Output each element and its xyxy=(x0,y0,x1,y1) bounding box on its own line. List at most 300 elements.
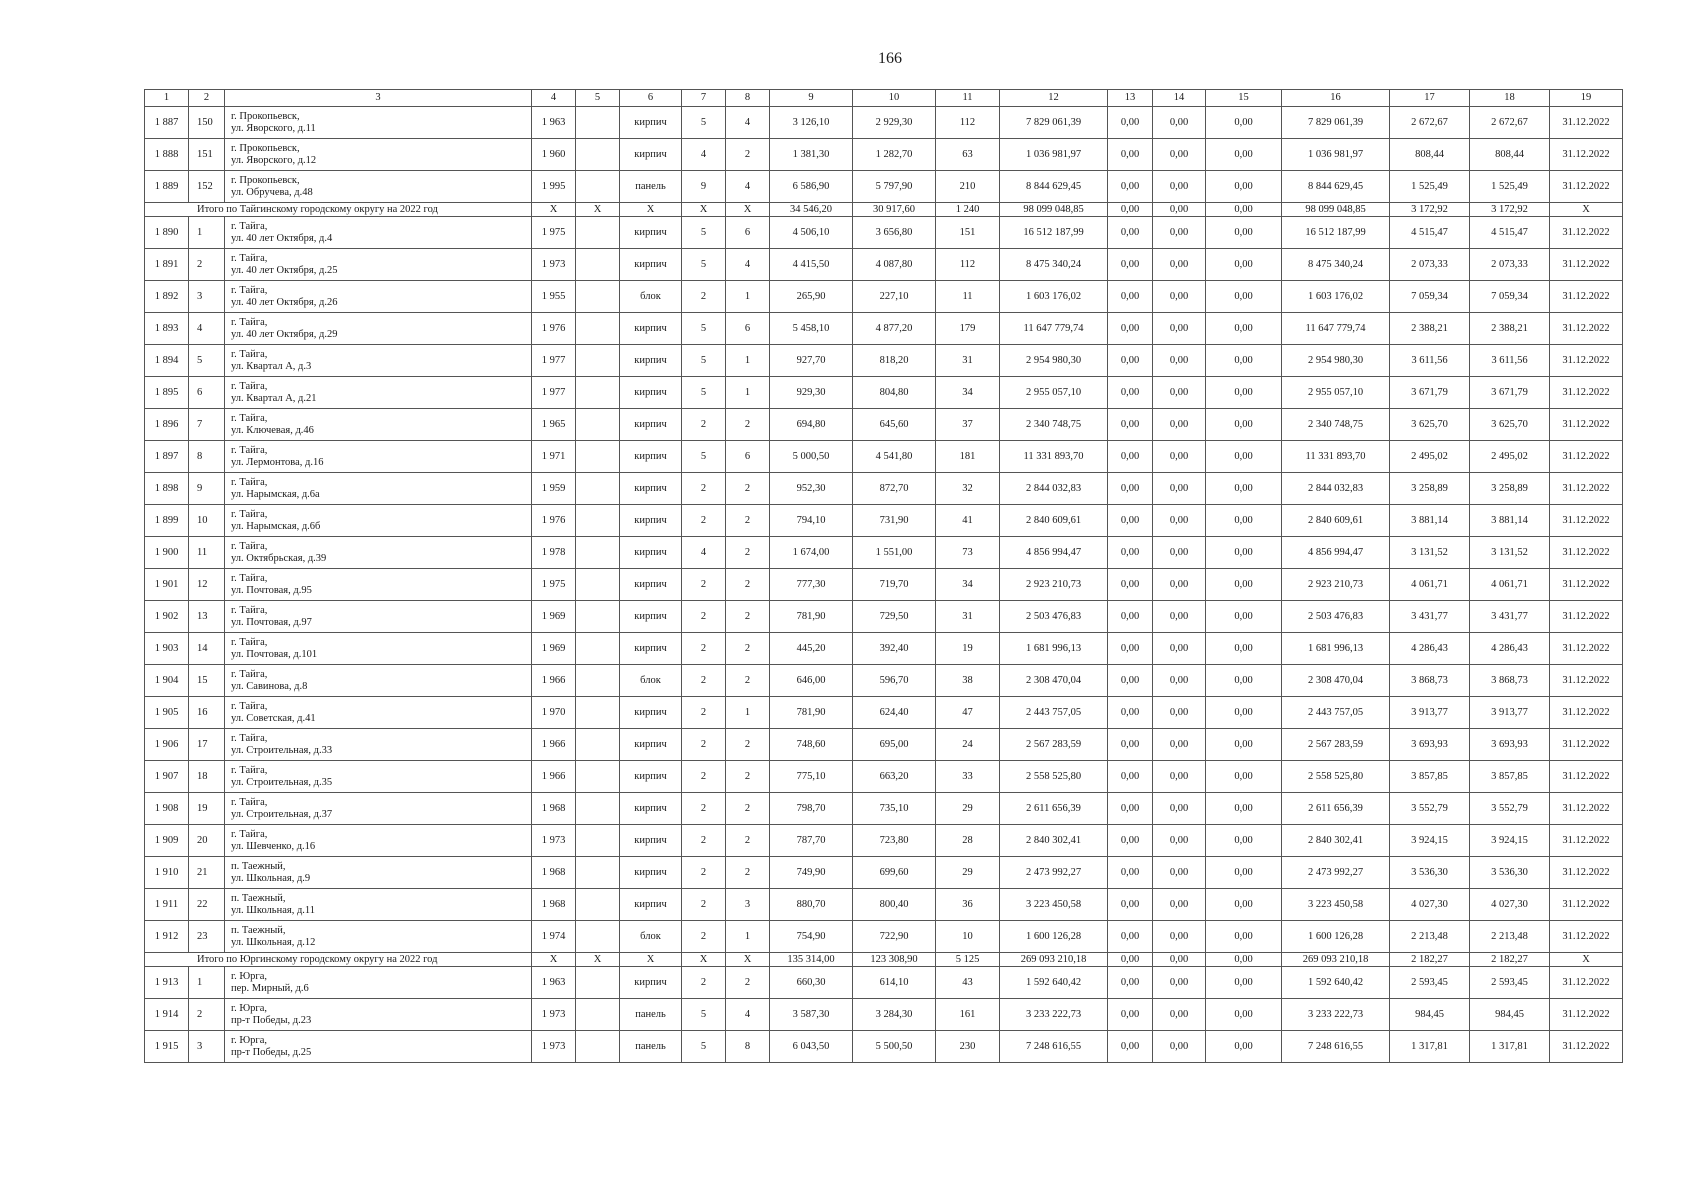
table-cell: 31.12.2022 xyxy=(1550,793,1623,825)
subtotal-cell: 2 182,27 xyxy=(1390,953,1470,967)
table-cell: 1 968 xyxy=(532,793,576,825)
subtotal-cell: X xyxy=(1550,203,1623,217)
address-cell xyxy=(225,665,532,697)
table-cell: 0,00 xyxy=(1153,601,1206,633)
table-cell: 2 xyxy=(726,857,770,889)
subtotal-cell: 98 099 048,85 xyxy=(1282,203,1390,217)
table-cell: 0,00 xyxy=(1108,139,1153,171)
table-cell: кирпич xyxy=(620,409,682,441)
table-cell: 804,80 xyxy=(853,377,936,409)
page-number: 166 xyxy=(878,50,902,67)
table-cell: 23 xyxy=(189,921,225,953)
table-cell xyxy=(576,537,620,569)
table-cell: 4 xyxy=(682,537,726,569)
table-cell: 2 840 609,61 xyxy=(1000,505,1108,537)
table-cell: 723,80 xyxy=(853,825,936,857)
table-cell xyxy=(576,665,620,697)
table-cell: 8 xyxy=(726,1031,770,1063)
table-cell xyxy=(576,697,620,729)
table-cell: 19 xyxy=(189,793,225,825)
table-cell: 11 xyxy=(189,537,225,569)
table-cell: 2 388,21 xyxy=(1470,313,1550,345)
table-cell: 0,00 xyxy=(1108,889,1153,921)
address-street: ул. Квартал А, д.3 xyxy=(231,360,312,372)
table-cell: 31.12.2022 xyxy=(1550,107,1623,139)
table-row xyxy=(145,377,1623,409)
table-cell: панель xyxy=(620,1031,682,1063)
table-cell: 3 924,15 xyxy=(1470,825,1550,857)
table-cell: 5 500,50 xyxy=(853,1031,936,1063)
table-cell: кирпич xyxy=(620,697,682,729)
table-cell: 151 xyxy=(936,217,1000,249)
table-cell: 0,00 xyxy=(1153,473,1206,505)
address-cell xyxy=(225,313,532,345)
table-cell: 1 903 xyxy=(145,633,189,665)
table-cell: 31.12.2022 xyxy=(1550,249,1623,281)
table-cell: 3 431,77 xyxy=(1470,601,1550,633)
table-cell xyxy=(576,967,620,999)
table-cell: 3 223 450,58 xyxy=(1000,889,1108,921)
table-cell: 1 890 xyxy=(145,217,189,249)
table-cell: 722,90 xyxy=(853,921,936,953)
table-cell: 0,00 xyxy=(1206,1031,1282,1063)
address-cell xyxy=(225,249,532,281)
address-street: ул. Яворского, д.11 xyxy=(231,122,316,134)
table-cell: 0,00 xyxy=(1108,633,1153,665)
table-row xyxy=(145,665,1623,697)
table-cell: 0,00 xyxy=(1108,569,1153,601)
table-cell: 800,40 xyxy=(853,889,936,921)
table-cell xyxy=(576,217,620,249)
table-cell: 31.12.2022 xyxy=(1550,825,1623,857)
table-cell: 0,00 xyxy=(1153,345,1206,377)
address-locality: г. Тайга, xyxy=(231,284,268,296)
table-cell: 1 910 xyxy=(145,857,189,889)
column-number-header: 11 xyxy=(936,90,1000,107)
table-cell: 0,00 xyxy=(1153,441,1206,473)
table-cell: 0,00 xyxy=(1153,171,1206,203)
table-cell: 7 248 616,55 xyxy=(1000,1031,1108,1063)
table-cell: 0,00 xyxy=(1206,345,1282,377)
table-row xyxy=(145,345,1623,377)
table-cell: 3 693,93 xyxy=(1470,729,1550,761)
table-cell: 0,00 xyxy=(1153,729,1206,761)
table-cell: 0,00 xyxy=(1153,377,1206,409)
address-cell xyxy=(225,633,532,665)
table-cell: 8 475 340,24 xyxy=(1282,249,1390,281)
table-cell: панель xyxy=(620,171,682,203)
address-locality: г. Тайга, xyxy=(231,572,268,584)
address-cell xyxy=(225,729,532,761)
table-cell: 2 xyxy=(682,793,726,825)
table-cell: 210 xyxy=(936,171,1000,203)
table-cell: 8 xyxy=(189,441,225,473)
table-cell: 694,80 xyxy=(770,409,853,441)
table-cell: 2 xyxy=(682,473,726,505)
table-cell: 1 905 xyxy=(145,697,189,729)
table-cell: 775,10 xyxy=(770,761,853,793)
table-cell: кирпич xyxy=(620,377,682,409)
subtotal-cell: 0,00 xyxy=(1108,203,1153,217)
table-cell: 1 914 xyxy=(145,999,189,1031)
table-cell: 2 840 302,41 xyxy=(1000,825,1108,857)
table-cell: кирпич xyxy=(620,345,682,377)
address-cell xyxy=(225,889,532,921)
table-cell: 1 xyxy=(726,281,770,313)
table-cell: 1 971 xyxy=(532,441,576,473)
table-cell: 1 600 126,28 xyxy=(1000,921,1108,953)
table-cell: 0,00 xyxy=(1153,537,1206,569)
table-cell: 3 431,77 xyxy=(1390,601,1470,633)
table-cell: кирпич xyxy=(620,761,682,793)
table-cell: 0,00 xyxy=(1206,281,1282,313)
table-cell: 2 340 748,75 xyxy=(1000,409,1108,441)
table-cell: 0,00 xyxy=(1206,171,1282,203)
table-cell: 0,00 xyxy=(1206,537,1282,569)
table-cell: 1 681 996,13 xyxy=(1282,633,1390,665)
table-cell: 31.12.2022 xyxy=(1550,409,1623,441)
table-cell: 2 923 210,73 xyxy=(1000,569,1108,601)
table-cell: 2 xyxy=(682,729,726,761)
table-cell: 0,00 xyxy=(1206,473,1282,505)
table-cell: 4 027,30 xyxy=(1390,889,1470,921)
table-cell xyxy=(576,889,620,921)
table-cell: 3 536,30 xyxy=(1390,857,1470,889)
table-cell: 1 381,30 xyxy=(770,139,853,171)
address-locality: г. Тайга, xyxy=(231,700,268,712)
table-cell: 2 495,02 xyxy=(1390,441,1470,473)
address-street: пр-т Победы, д.25 xyxy=(231,1046,312,1058)
table-row xyxy=(145,633,1623,665)
table-cell: 2 955 057,10 xyxy=(1000,377,1108,409)
table-cell: 2 xyxy=(682,921,726,953)
table-cell: 3 693,93 xyxy=(1390,729,1470,761)
table-cell: 0,00 xyxy=(1108,1031,1153,1063)
table-cell: 596,70 xyxy=(853,665,936,697)
address-cell xyxy=(225,601,532,633)
table-cell: 4 515,47 xyxy=(1390,217,1470,249)
table-cell: 15 xyxy=(189,665,225,697)
subtotal-cell: 0,00 xyxy=(1153,953,1206,967)
table-cell: 0,00 xyxy=(1108,793,1153,825)
subtotal-cell: 3 172,92 xyxy=(1470,203,1550,217)
table-cell: 0,00 xyxy=(1108,249,1153,281)
table-cell: кирпич xyxy=(620,249,682,281)
address-cell xyxy=(225,441,532,473)
table-cell: 1 600 126,28 xyxy=(1282,921,1390,953)
table-cell: 2 xyxy=(682,665,726,697)
table-cell: 29 xyxy=(936,793,1000,825)
table-cell: 1 908 xyxy=(145,793,189,825)
table-cell: 3 857,85 xyxy=(1470,761,1550,793)
table-cell: 1 960 xyxy=(532,139,576,171)
table-cell: 3 126,10 xyxy=(770,107,853,139)
table-cell: блок xyxy=(620,665,682,697)
table-cell: 0,00 xyxy=(1206,889,1282,921)
table-cell: 5 797,90 xyxy=(853,171,936,203)
table-cell: кирпич xyxy=(620,601,682,633)
table-cell: 20 xyxy=(189,825,225,857)
table-cell: 0,00 xyxy=(1153,889,1206,921)
table-cell: 2 954 980,30 xyxy=(1000,345,1108,377)
table-cell: 8 475 340,24 xyxy=(1000,249,1108,281)
address-cell xyxy=(225,921,532,953)
subtotal-cell: X xyxy=(726,203,770,217)
table-cell: кирпич xyxy=(620,857,682,889)
table-cell: 2 495,02 xyxy=(1470,441,1550,473)
table-cell: 1 551,00 xyxy=(853,537,936,569)
table-row xyxy=(145,281,1623,313)
table-cell: 0,00 xyxy=(1206,409,1282,441)
table-cell: 754,90 xyxy=(770,921,853,953)
address-street: ул. Яворского, д.12 xyxy=(231,154,317,166)
address-cell xyxy=(225,793,532,825)
table-cell: 0,00 xyxy=(1108,967,1153,999)
table-cell: 1 893 xyxy=(145,313,189,345)
table-cell: 2 xyxy=(726,569,770,601)
column-number-header: 18 xyxy=(1470,90,1550,107)
table-cell xyxy=(576,249,620,281)
table-row xyxy=(145,107,1623,139)
table-row xyxy=(145,857,1623,889)
table-cell: 2 xyxy=(726,761,770,793)
table-cell: 8 844 629,45 xyxy=(1282,171,1390,203)
address-cell xyxy=(225,537,532,569)
table-cell: 2 xyxy=(726,505,770,537)
table-cell: 1 915 xyxy=(145,1031,189,1063)
table-cell: 152 xyxy=(189,171,225,203)
table-cell: 150 xyxy=(189,107,225,139)
table-row xyxy=(145,697,1623,729)
table-cell: 1 965 xyxy=(532,409,576,441)
table-cell: 1 603 176,02 xyxy=(1000,281,1108,313)
table-cell: 63 xyxy=(936,139,1000,171)
table-cell: 3 552,79 xyxy=(1390,793,1470,825)
table-cell: 2 611 656,39 xyxy=(1000,793,1108,825)
table-cell xyxy=(576,601,620,633)
table-cell xyxy=(576,569,620,601)
table-cell xyxy=(576,921,620,953)
table-cell: 0,00 xyxy=(1206,761,1282,793)
table-cell: 4 415,50 xyxy=(770,249,853,281)
table-cell: 11 647 779,74 xyxy=(1000,313,1108,345)
table-cell: 1 976 xyxy=(532,505,576,537)
table-cell: 0,00 xyxy=(1206,697,1282,729)
table-cell: 0,00 xyxy=(1153,107,1206,139)
table-cell: 0,00 xyxy=(1153,857,1206,889)
table-cell: 2 955 057,10 xyxy=(1282,377,1390,409)
table-cell: 10 xyxy=(189,505,225,537)
table-cell: 2 593,45 xyxy=(1470,967,1550,999)
column-number-header: 13 xyxy=(1108,90,1153,107)
subtotal-cell: 135 314,00 xyxy=(770,953,853,967)
table-cell: 4 515,47 xyxy=(1470,217,1550,249)
column-number-header: 2 xyxy=(189,90,225,107)
table-cell: 3 913,77 xyxy=(1390,697,1470,729)
table-cell: кирпич xyxy=(620,633,682,665)
address-street: ул. Почтовая, д.97 xyxy=(231,616,312,628)
table-cell: 2 xyxy=(726,409,770,441)
address-street: ул. 40 лет Октября, д.29 xyxy=(231,328,338,340)
table-cell: 1 xyxy=(726,345,770,377)
table-cell: 1 959 xyxy=(532,473,576,505)
table-cell: 1 913 xyxy=(145,967,189,999)
table-cell: 4 xyxy=(189,313,225,345)
table-cell: 34 xyxy=(936,569,1000,601)
table-cell: 31.12.2022 xyxy=(1550,633,1623,665)
address-street: ул. Обручева, д.48 xyxy=(231,186,313,198)
table-cell: 3 587,30 xyxy=(770,999,853,1031)
table-cell: 5 xyxy=(682,441,726,473)
subtotal-cell: 269 093 210,18 xyxy=(1282,953,1390,967)
table-cell: 2 672,67 xyxy=(1470,107,1550,139)
table-cell: 5 000,50 xyxy=(770,441,853,473)
table-cell: 13 xyxy=(189,601,225,633)
table-cell: 4 877,20 xyxy=(853,313,936,345)
table-cell: 3 671,79 xyxy=(1390,377,1470,409)
table-cell: 43 xyxy=(936,967,1000,999)
table-cell: 19 xyxy=(936,633,1000,665)
table-cell: 0,00 xyxy=(1108,217,1153,249)
table-cell: 1 036 981,97 xyxy=(1000,139,1108,171)
table-row xyxy=(145,761,1623,793)
table-cell: 1 977 xyxy=(532,377,576,409)
subtotal-cell: 30 917,60 xyxy=(853,203,936,217)
table-cell: 3 223 450,58 xyxy=(1282,889,1390,921)
table-cell xyxy=(576,633,620,665)
table-cell: 0,00 xyxy=(1108,921,1153,953)
table-cell: 4 061,71 xyxy=(1470,569,1550,601)
table-cell: 0,00 xyxy=(1206,107,1282,139)
table-cell: 1 889 xyxy=(145,171,189,203)
table-cell: 2 558 525,80 xyxy=(1282,761,1390,793)
table-cell: 24 xyxy=(936,729,1000,761)
table-cell: 4 286,43 xyxy=(1470,633,1550,665)
table-cell: 0,00 xyxy=(1206,967,1282,999)
table-cell xyxy=(576,761,620,793)
table-cell: 929,30 xyxy=(770,377,853,409)
table-cell: 31.12.2022 xyxy=(1550,171,1623,203)
table-cell: 2 840 609,61 xyxy=(1282,505,1390,537)
table-cell: 2 308 470,04 xyxy=(1282,665,1390,697)
table-cell: 4 xyxy=(726,171,770,203)
table-cell: 7 059,34 xyxy=(1390,281,1470,313)
table-cell: 0,00 xyxy=(1153,1031,1206,1063)
table-cell: 3 284,30 xyxy=(853,999,936,1031)
table-cell: кирпич xyxy=(620,139,682,171)
table-cell: 1 892 xyxy=(145,281,189,313)
table-cell: 4 541,80 xyxy=(853,441,936,473)
table-cell: 5 xyxy=(682,217,726,249)
address-cell xyxy=(225,505,532,537)
address-street: пер. Мирный, д.6 xyxy=(231,982,309,994)
table-cell: 31.12.2022 xyxy=(1550,377,1623,409)
address-locality: п. Таежный, xyxy=(231,892,286,904)
table-cell: 4 027,30 xyxy=(1470,889,1550,921)
table-cell: 1 xyxy=(726,697,770,729)
column-number-header: 15 xyxy=(1206,90,1282,107)
table-cell: 3 258,89 xyxy=(1390,473,1470,505)
address-street: пр-т Победы, д.23 xyxy=(231,1014,312,1026)
table-cell: 3 881,14 xyxy=(1470,505,1550,537)
table-cell: 0,00 xyxy=(1206,857,1282,889)
table-cell: 7 xyxy=(189,409,225,441)
address-cell xyxy=(225,761,532,793)
address-locality: г. Тайга, xyxy=(231,380,268,392)
address-locality: г. Тайга, xyxy=(231,764,268,776)
column-number-header: 8 xyxy=(726,90,770,107)
table-cell xyxy=(576,139,620,171)
table-cell xyxy=(576,107,620,139)
table-cell: 1 963 xyxy=(532,107,576,139)
table-cell: 1 603 176,02 xyxy=(1282,281,1390,313)
table-cell: 2 xyxy=(726,473,770,505)
table-cell: 0,00 xyxy=(1108,601,1153,633)
table-cell: 3 xyxy=(189,1031,225,1063)
table-cell: 2 xyxy=(726,665,770,697)
table-row xyxy=(145,793,1623,825)
table-cell xyxy=(576,345,620,377)
column-number-header: 6 xyxy=(620,90,682,107)
subtotal-cell: 0,00 xyxy=(1108,953,1153,967)
table-cell: 777,30 xyxy=(770,569,853,601)
table-cell: 0,00 xyxy=(1108,505,1153,537)
table-cell: 2 xyxy=(726,601,770,633)
table-cell: 2 443 757,05 xyxy=(1282,697,1390,729)
table-cell: 1 968 xyxy=(532,889,576,921)
table-cell: 952,30 xyxy=(770,473,853,505)
column-number-header: 10 xyxy=(853,90,936,107)
table-cell: 808,44 xyxy=(1390,139,1470,171)
table-cell: 3 671,79 xyxy=(1470,377,1550,409)
table-cell: 31.12.2022 xyxy=(1550,569,1623,601)
table-cell: 787,70 xyxy=(770,825,853,857)
table-cell: 660,30 xyxy=(770,967,853,999)
table-cell: 2 503 476,83 xyxy=(1282,601,1390,633)
table-cell: 2 xyxy=(682,281,726,313)
table-cell: 2 567 283,59 xyxy=(1000,729,1108,761)
table-cell: 1 901 xyxy=(145,569,189,601)
table-cell: 31.12.2022 xyxy=(1550,281,1623,313)
table-cell: 0,00 xyxy=(1108,313,1153,345)
subtotal-cell: 269 093 210,18 xyxy=(1000,953,1108,967)
table-cell: 31.12.2022 xyxy=(1550,313,1623,345)
table-cell: 808,44 xyxy=(1470,139,1550,171)
address-street: ул. Школьная, д.9 xyxy=(231,872,311,884)
table-cell: 794,10 xyxy=(770,505,853,537)
table-cell: 1 895 xyxy=(145,377,189,409)
subtotal-cell: X xyxy=(726,953,770,967)
table-cell: 984,45 xyxy=(1470,999,1550,1031)
table-cell: 748,60 xyxy=(770,729,853,761)
table-cell: 10 xyxy=(936,921,1000,953)
table-cell: 0,00 xyxy=(1206,505,1282,537)
table-cell: 646,00 xyxy=(770,665,853,697)
subtotal-cell: X xyxy=(576,203,620,217)
table-cell: 1 xyxy=(726,377,770,409)
column-number-header: 9 xyxy=(770,90,853,107)
table-cell: кирпич xyxy=(620,793,682,825)
table-cell xyxy=(576,729,620,761)
address-locality: г. Юрга, xyxy=(231,1034,268,1046)
subtotal-cell: 3 172,92 xyxy=(1390,203,1470,217)
table-cell xyxy=(576,409,620,441)
table-cell: 0,00 xyxy=(1108,409,1153,441)
table-cell: 0,00 xyxy=(1153,825,1206,857)
table-cell: 1 955 xyxy=(532,281,576,313)
table-cell xyxy=(576,1031,620,1063)
address-street: ул. Школьная, д.11 xyxy=(231,904,316,916)
